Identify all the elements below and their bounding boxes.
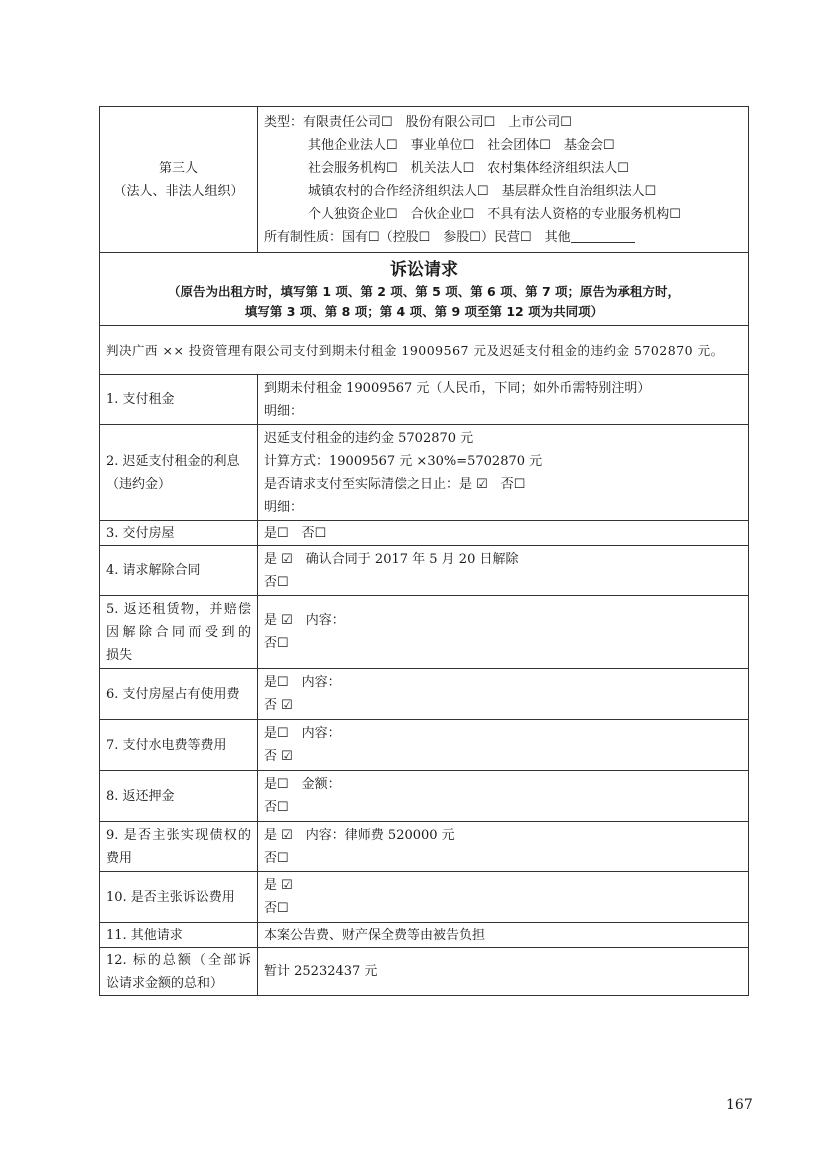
claim-item-label: 6. 支付房屋占有使用费 bbox=[100, 669, 258, 720]
claim-item-label: 10. 是否主张诉讼费用 bbox=[100, 872, 258, 923]
third-party-row bbox=[100, 107, 749, 253]
claim-item-content bbox=[258, 822, 749, 872]
claims-note-line-2: 填写第 3 项、第 8 项；第 4 项、第 9 项至第 12 项为共同项） bbox=[244, 304, 604, 319]
claim-item-content bbox=[258, 771, 749, 822]
until-paid-choice: 是否请求支付至实际清偿之日止：是 ☑ 否☐ bbox=[264, 476, 526, 492]
claim-item-content bbox=[258, 546, 749, 596]
type-line-2: 其他企业法人☐ 事业单位☐ 社会团体☐ 基金会☐ bbox=[308, 137, 615, 153]
claims-summary-row bbox=[100, 326, 749, 375]
no-choice: 否☐ bbox=[264, 901, 289, 916]
claim-item-content: 是☐ 否☐ bbox=[258, 521, 749, 546]
claim-item-7 bbox=[100, 720, 749, 771]
claim-item-8 bbox=[100, 771, 749, 822]
no-choice: 否 ☑ bbox=[264, 698, 293, 713]
no-choice: 否☐ bbox=[264, 574, 289, 590]
claims-summary: 判决广西 ×× 投资管理有限公司支付到期未付租金 19009567 元及迟延支付租金的违约金 5702870 元。 bbox=[100, 326, 749, 375]
yes-choice: 是☐ 金额： bbox=[264, 777, 341, 792]
third-party-types-cell bbox=[258, 107, 749, 253]
claim-item-content bbox=[258, 375, 749, 425]
claims-heading-row bbox=[100, 253, 749, 326]
claim-item-label-line: 损失 bbox=[106, 647, 133, 663]
calculation-text: 计算方式：19009567 元 ×30%=5702870 元 bbox=[264, 453, 543, 469]
page-number: 167 bbox=[726, 1097, 753, 1113]
third-party-label-cell bbox=[100, 107, 258, 253]
claim-item-label-line: 12. 标的总额（全部诉 bbox=[106, 952, 251, 968]
claim-item-1 bbox=[100, 375, 749, 425]
claim-item-content bbox=[258, 720, 749, 771]
claim-item-content bbox=[258, 425, 749, 521]
type-line-5: 个人独资企业☐ 合伙企业☐ 不具有法人资格的专业服务机构☐ bbox=[308, 206, 681, 222]
complaint-form-table bbox=[99, 106, 749, 996]
claim-item-label: 3. 交付房屋 bbox=[100, 521, 258, 546]
ownership-line bbox=[264, 226, 742, 249]
claim-item-11 bbox=[100, 923, 749, 948]
claim-item-9 bbox=[100, 822, 749, 872]
claim-item-label: 8. 返还押金 bbox=[100, 771, 258, 822]
no-choice: 否☐ bbox=[264, 850, 289, 866]
claim-item-label-line: 讼请求金额的总和） bbox=[106, 975, 224, 991]
claim-item-2 bbox=[100, 425, 749, 521]
details-text: 明细： bbox=[264, 403, 304, 419]
claim-item-label: 1. 支付租金 bbox=[100, 375, 258, 425]
claims-section-title: 诉讼请求 bbox=[390, 260, 458, 280]
yes-choice: 是☐ 内容： bbox=[264, 675, 341, 690]
claim-item-label-line: （违约金） bbox=[106, 476, 172, 492]
claim-item-12 bbox=[100, 948, 749, 996]
claim-item-content: 暂计 25232437 元 bbox=[258, 948, 749, 996]
claim-item-content bbox=[258, 872, 749, 923]
claim-item-label bbox=[100, 822, 258, 872]
rent-amount-text: 到期未付租金 19009567 元（人民币，下同；如外币需特别注明） bbox=[264, 380, 651, 396]
claim-item-3 bbox=[100, 521, 749, 546]
claim-item-label bbox=[100, 596, 258, 669]
claim-item-label-line: 费用 bbox=[106, 850, 133, 866]
no-choice: 否 ☑ bbox=[264, 749, 293, 764]
yes-choice: 是 ☑ 内容： bbox=[264, 613, 345, 628]
ownership-text: 所有制性质：国有☐（控股☐ 参股☐）民营☐ 其他 bbox=[264, 229, 571, 245]
claim-item-label: 11. 其他请求 bbox=[100, 923, 258, 948]
claim-item-content: 本案公告费、财产保全费等由被告负担 bbox=[258, 923, 749, 948]
yes-choice: 是 ☑ 确认合同于 2017 年 5 月 20 日解除 bbox=[264, 551, 519, 567]
penalty-text: 迟延支付租金的违约金 5702870 元 bbox=[264, 430, 474, 446]
claim-item-label-line: 9. 是否主张实现债权的 bbox=[106, 827, 251, 843]
third-party-sublabel: （法人、非法人组织） bbox=[113, 183, 244, 199]
claim-item-label: 7. 支付水电费等费用 bbox=[100, 720, 258, 771]
other-blank-field bbox=[571, 228, 635, 243]
claim-item-label-line: 2. 迟延支付租金的利息 bbox=[106, 453, 240, 469]
claim-item-label: 4. 请求解除合同 bbox=[100, 546, 258, 596]
claim-item-label bbox=[100, 948, 258, 996]
claim-item-4 bbox=[100, 546, 749, 596]
claim-item-5 bbox=[100, 596, 749, 669]
type-line-4: 城镇农村的合作经济组织法人☐ 基层群众性自治组织法人☐ bbox=[308, 183, 657, 199]
claim-item-label bbox=[100, 425, 258, 521]
claims-note-line-1: （原告为出租方时，填写第 1 项、第 2 项、第 5 项、第 6 项、第 7 项；原告为承租方时， bbox=[167, 284, 680, 299]
details-text: 明细： bbox=[264, 499, 304, 515]
no-choice: 否☐ bbox=[264, 636, 289, 651]
third-party-label: 第三人 bbox=[158, 160, 198, 176]
claim-item-content bbox=[258, 596, 749, 669]
claims-heading-cell bbox=[100, 253, 749, 326]
no-choice: 否☐ bbox=[264, 800, 289, 815]
type-line-3: 社会服务机构☐ 机关法人☐ 农村集体经济组织法人☐ bbox=[308, 160, 629, 176]
claim-item-6 bbox=[100, 669, 749, 720]
claim-item-10 bbox=[100, 872, 749, 923]
type-line-1: 类型：有限责任公司☐ 股份有限公司☐ 上市公司☐ bbox=[264, 114, 572, 130]
claim-item-content bbox=[258, 669, 749, 720]
yes-choice: 是☐ 内容： bbox=[264, 726, 341, 741]
claim-item-label-line: 因解除合同而受到的 bbox=[106, 624, 251, 640]
yes-choice: 是 ☑ bbox=[264, 878, 293, 893]
yes-choice: 是 ☑ 内容：律师费 520000 元 bbox=[264, 827, 455, 843]
claim-item-label-line: 5. 返还租赁物，并赔偿 bbox=[106, 601, 251, 617]
